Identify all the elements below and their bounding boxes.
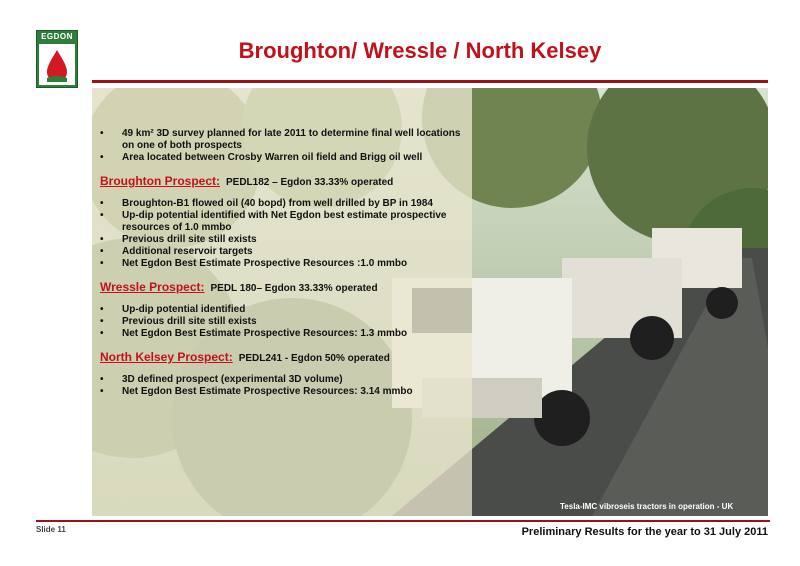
footer-text: Preliminary Results for the year to 31 July 2011 xyxy=(521,526,768,538)
list-item: • Net Egdon Best Estimate Prospective Resources :1.0 mmbo xyxy=(100,258,408,269)
list-item: • Previous drill site still exists xyxy=(100,234,257,245)
wressle-list xyxy=(100,304,470,340)
slide-number: Slide 11 xyxy=(36,525,66,534)
footer-rule xyxy=(36,520,770,522)
section-heading-wressle: Wressle Prospect: PEDL 180– Egdon 33.33% operated xyxy=(100,280,378,294)
list-item: • Previous drill site still exists xyxy=(100,316,257,327)
photo-caption: Tesla-IMC vibroseis tractors in operation - UK xyxy=(560,502,734,511)
list-item: • Net Egdon Best Estimate Prospective Resources: 3.14 mmbo xyxy=(100,386,413,397)
logo-text: EGDON xyxy=(37,31,77,43)
north-kelsey-list xyxy=(100,374,470,398)
section-heading-broughton: Broughton Prospect: PEDL182 – Egdon 33.33% operated xyxy=(100,174,394,188)
page-title: Broughton/ Wressle / North Kelsey xyxy=(238,38,602,63)
egdon-logo xyxy=(36,30,78,88)
list-item: • 3D defined prospect (experimental 3D volume) xyxy=(100,374,343,385)
list-item: • Net Egdon Best Estimate Prospective Resources: 1.3 mmbo xyxy=(100,328,408,339)
list-item: • Up-dip potential identified with Net Egdon best estimate prospective resources of 1.0 mmbo xyxy=(100,210,447,233)
content xyxy=(100,128,470,398)
list-item: • Broughton-B1 flowed oil (40 bopd) from well drilled by BP in 1984 xyxy=(100,198,433,209)
oil-drop-icon xyxy=(39,44,75,85)
list-item: • Additional reservoir targets xyxy=(100,246,253,257)
list-item: • 49 km² 3D survey planned for late 2011 to determine final well locations on one of both prospects xyxy=(100,128,461,151)
list-item: • Up-dip potential identified xyxy=(100,304,246,315)
list-item: • Area located between Crosby Warren oil field and Brigg oil well xyxy=(100,152,423,163)
header-rule xyxy=(92,80,768,83)
broughton-list xyxy=(100,198,470,270)
intro-list xyxy=(100,128,470,164)
section-heading-north-kelsey: North Kelsey Prospect: PEDL241 - Egdon 50% operated xyxy=(100,350,390,364)
